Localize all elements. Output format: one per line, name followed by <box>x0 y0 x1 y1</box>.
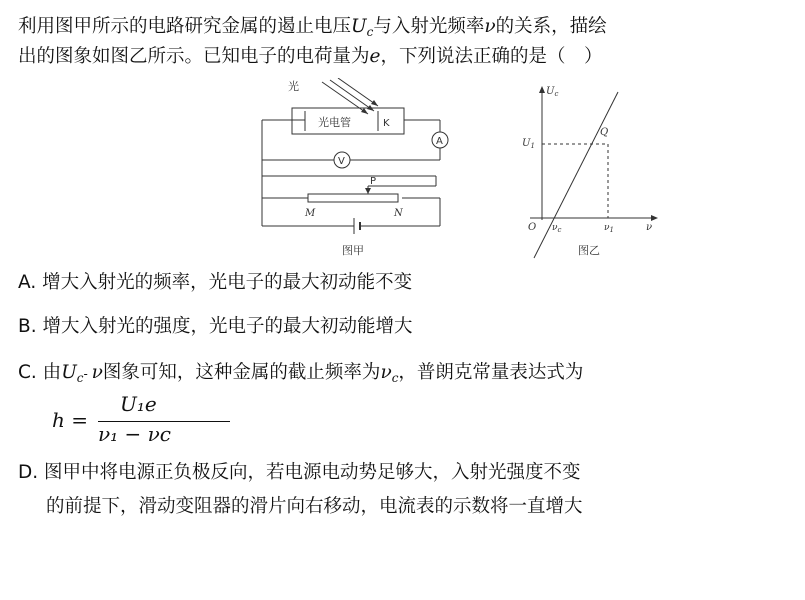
option-c-u-symbol: U <box>61 362 77 383</box>
light-ray <box>338 78 378 106</box>
ammeter-label: A <box>436 136 443 147</box>
formula-lhs: h = <box>52 408 88 432</box>
q-label: Q <box>600 127 609 138</box>
figure-b-caption: 图乙 <box>578 244 600 257</box>
question-stem-line-2 <box>18 44 602 70</box>
y-axis-label: $U_c$ <box>546 86 559 98</box>
figure-graph <box>518 82 660 260</box>
stem-text: 的关系，描绘 <box>495 16 607 37</box>
x-axis-arrow <box>651 215 658 221</box>
option-a[interactable]: A. 增大入射光的频率，光电子的最大初动能不变 <box>18 272 413 293</box>
stem-uc-symbol: U <box>351 16 367 37</box>
stem-text: 利用图甲所示的电路研究金属的遏止电压 <box>18 16 352 37</box>
nuc-label: $\nu_c$ <box>552 223 562 234</box>
m-label: M <box>305 208 316 219</box>
figure-circuit <box>250 78 460 260</box>
option-d-line-2: 的前提下，滑动变阻器的滑片向右移动，电流表的示数将一直增大 <box>46 496 583 517</box>
origin-label: O <box>528 222 537 233</box>
nu1-label: $\nu_1$ <box>604 223 614 234</box>
formula-numerator: U₁e <box>120 392 157 416</box>
option-c-nu-symbol: ν <box>91 362 103 383</box>
tube-label: 光电管 <box>318 116 351 129</box>
option-c-nuc-subscript: c <box>391 371 399 385</box>
slider-arrow <box>365 188 371 194</box>
stem-uc-subscript: c <box>366 25 374 39</box>
option-d-line-1[interactable]: D. 图甲中将电源正负极反向，若电源电动势足够大，入射光强度不变 <box>18 462 581 483</box>
arrow-head <box>371 100 378 106</box>
stem-e-symbol: e <box>369 46 381 67</box>
option-c-text: C. 由 <box>18 362 62 383</box>
n-label: N <box>394 208 403 219</box>
x-axis-label: ν <box>646 222 653 233</box>
option-c-dash: - <box>83 367 92 381</box>
stem-text: ，下列说法正确的是（ ） <box>380 46 603 67</box>
figure-a-caption: 图甲 <box>342 244 364 257</box>
light-ray <box>322 82 368 114</box>
arrow-head <box>361 108 368 114</box>
stem-nu-symbol: ν <box>484 16 496 37</box>
rheostat <box>308 194 398 202</box>
stem-text: 出的图象如图乙所示。已知电子的电荷量为 <box>18 46 370 67</box>
p-label: P <box>370 176 377 187</box>
y-axis-arrow <box>539 86 545 93</box>
voltmeter-label: V <box>338 156 345 167</box>
option-c-nuc-symbol: ν <box>380 362 392 383</box>
option-c-u-subscript: c <box>76 371 84 385</box>
formula-denominator: ν₁ − νc <box>98 422 172 446</box>
stem-text: 与入射光频率 <box>373 16 485 37</box>
option-c-text: 图象可知，这种金属的截止频率为 <box>102 362 381 383</box>
graph-line <box>534 92 618 258</box>
u1-label: $U_1$ <box>522 138 535 150</box>
k-label: K <box>383 118 390 129</box>
light-ray <box>330 80 374 111</box>
option-b[interactable]: B. 增大入射光的强度，光电子的最大初动能增大 <box>18 316 413 337</box>
question-stem-line-1 <box>18 14 607 45</box>
light-label: 光 <box>288 80 299 93</box>
option-c[interactable] <box>18 360 583 391</box>
option-c-text: ，普朗克常量表达式为 <box>398 362 584 383</box>
